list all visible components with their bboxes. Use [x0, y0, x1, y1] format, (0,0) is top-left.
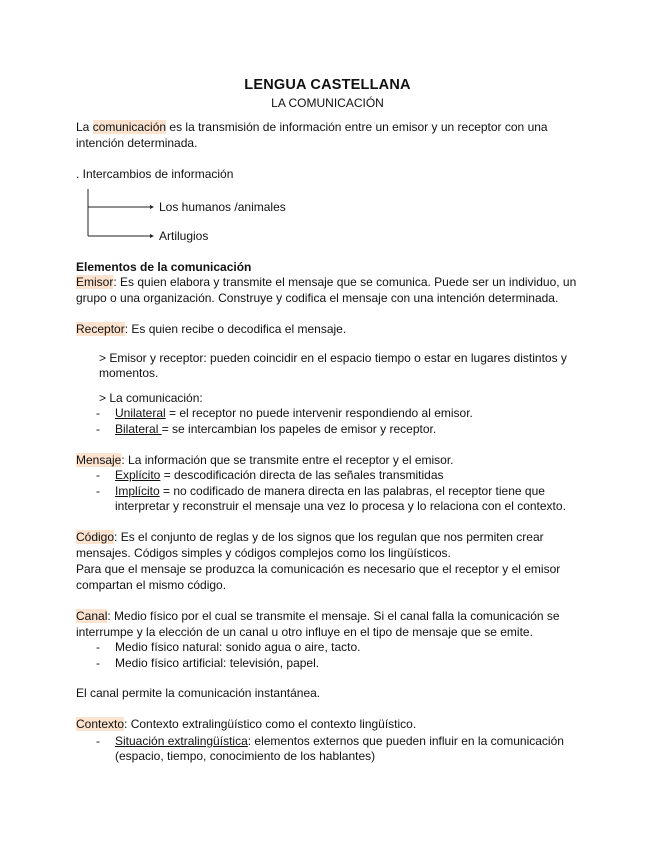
canal-text: : Medio físico por el cual se transmite el mensaje. Si el canal falla la comunicación se — [107, 609, 560, 623]
receptor-note1-line1: > Emisor y receptor: pueden coincidir en el espacio tiempo o estar en lugares distintos y — [99, 351, 567, 365]
canal-line1 — [76, 609, 560, 624]
term-contexto: Contexto — [76, 717, 125, 731]
term-receptor: Receptor — [76, 322, 125, 336]
canal-line2: interrumpe y la elección de un canal u otro influye en el tipo de mensaje que se emite. — [76, 625, 533, 639]
list-dash: - — [96, 656, 100, 670]
codigo-line3: Para que el mensaje se produzca la comunicación es necesario que el receptor y el emisor — [76, 562, 561, 576]
receptor-item-bilateral — [115, 422, 436, 437]
tree-label-1: Los humanos /animales — [159, 200, 286, 214]
unilateral-text: = el receptor no puede intervenir respondiendo al emisor. — [165, 406, 473, 420]
intro-pre: La — [76, 120, 93, 134]
exchanges-heading: . Intercambios de información — [76, 167, 234, 181]
term-emisor: Emisor — [76, 275, 114, 289]
mensaje-text: : La información que se transmite entre el receptor y el emisor. — [121, 453, 454, 467]
receptor-text: : Es quien recibe o decodifica el mensaje. — [124, 322, 347, 336]
list-dash: - — [96, 468, 100, 482]
mensaje-item-implicito — [115, 484, 545, 499]
list-dash: - — [96, 406, 100, 420]
codigo-line1 — [76, 530, 544, 545]
emisor-line2: grupo o una organización. Construye y codifica el mensaje con una intención determinada. — [76, 291, 559, 305]
list-dash: - — [96, 484, 100, 498]
term-explicito: Explícito — [115, 468, 161, 482]
term-unilateral: Unilateral — [115, 406, 166, 420]
page-subtitle: LA COMUNICACIÓN — [271, 96, 384, 110]
receptor-line1 — [76, 322, 346, 337]
intro-line2: intención determinada. — [76, 136, 198, 150]
list-dash: - — [96, 640, 100, 654]
mensaje-line1 — [76, 453, 454, 468]
receptor-note2: > La comunicación: — [99, 391, 203, 405]
term-implicito: Implícito — [115, 484, 160, 498]
contexto-line1 — [76, 717, 416, 732]
canal-item-artificial: Medio físico artificial: televisión, papel. — [115, 656, 320, 670]
receptor-note1-line2: momentos. — [99, 366, 159, 380]
term-comunicacion: comunicación — [92, 120, 167, 134]
bilateral-text: = se intercambian los papeles de emisor y receptor. — [161, 422, 437, 436]
situacion-text: : elementos externos que pueden influir en la comunicación — [247, 734, 564, 748]
mensaje-item-implicito-line2: interpretar y reconstruir el mensaje una vez lo procesa y lo relaciona con el contexto. — [115, 499, 566, 513]
exchanges-tree-diagram — [0, 0, 655, 260]
codigo-line2: mensajes. Códigos simples y códigos complejos como los lingüísticos. — [76, 546, 451, 560]
section-heading-elements: Elementos de la comunicación — [76, 260, 252, 274]
page-title: LENGUA CASTELLANA — [244, 77, 411, 93]
emisor-text: : Es quien elabora y transmite el mensaje que se comunica. Puede ser un individuo, un — [113, 275, 577, 289]
list-dash: - — [96, 734, 100, 748]
term-situacion-extralinguistica: Situación extralingüística — [115, 734, 248, 748]
intro-post: es la transmisión de información entre un emisor y un receptor con una — [166, 120, 548, 134]
tree-label-2: Artilugios — [159, 229, 209, 243]
implicito-text: = no codificado de manera directa en las palabras, el receptor tiene que — [159, 484, 545, 498]
explicito-text: = descodificación directa de las señales transmitidas — [160, 468, 444, 482]
list-dash: - — [96, 422, 100, 436]
codigo-text: : Es el conjunto de reglas y de los signos que los regulan que nos permiten crear — [114, 530, 544, 544]
contexto-item-situacion-line2: (espacio, tiempo, conocimiento de los hablantes) — [115, 749, 376, 763]
canal-item-natural: Medio físico natural: sonido agua o aire, tacto. — [115, 640, 361, 654]
contexto-text: : Contexto extralingüístico como el contexto lingüístico. — [124, 717, 417, 731]
term-mensaje: Mensaje — [76, 453, 122, 467]
emisor-line1 — [76, 275, 576, 290]
canal-after: El canal permite la comunicación instantánea. — [76, 686, 321, 700]
tree-arrow-2 — [150, 234, 154, 238]
receptor-item-unilateral — [115, 406, 473, 421]
mensaje-item-explicito — [115, 468, 444, 483]
term-canal: Canal — [76, 609, 108, 623]
term-bilateral: Bilateral — [115, 422, 162, 436]
tree-arrow-1 — [150, 205, 154, 209]
codigo-line4: compartan el mismo código. — [76, 578, 227, 592]
contexto-item-situacion — [115, 734, 564, 749]
term-codigo: Código — [76, 530, 115, 544]
